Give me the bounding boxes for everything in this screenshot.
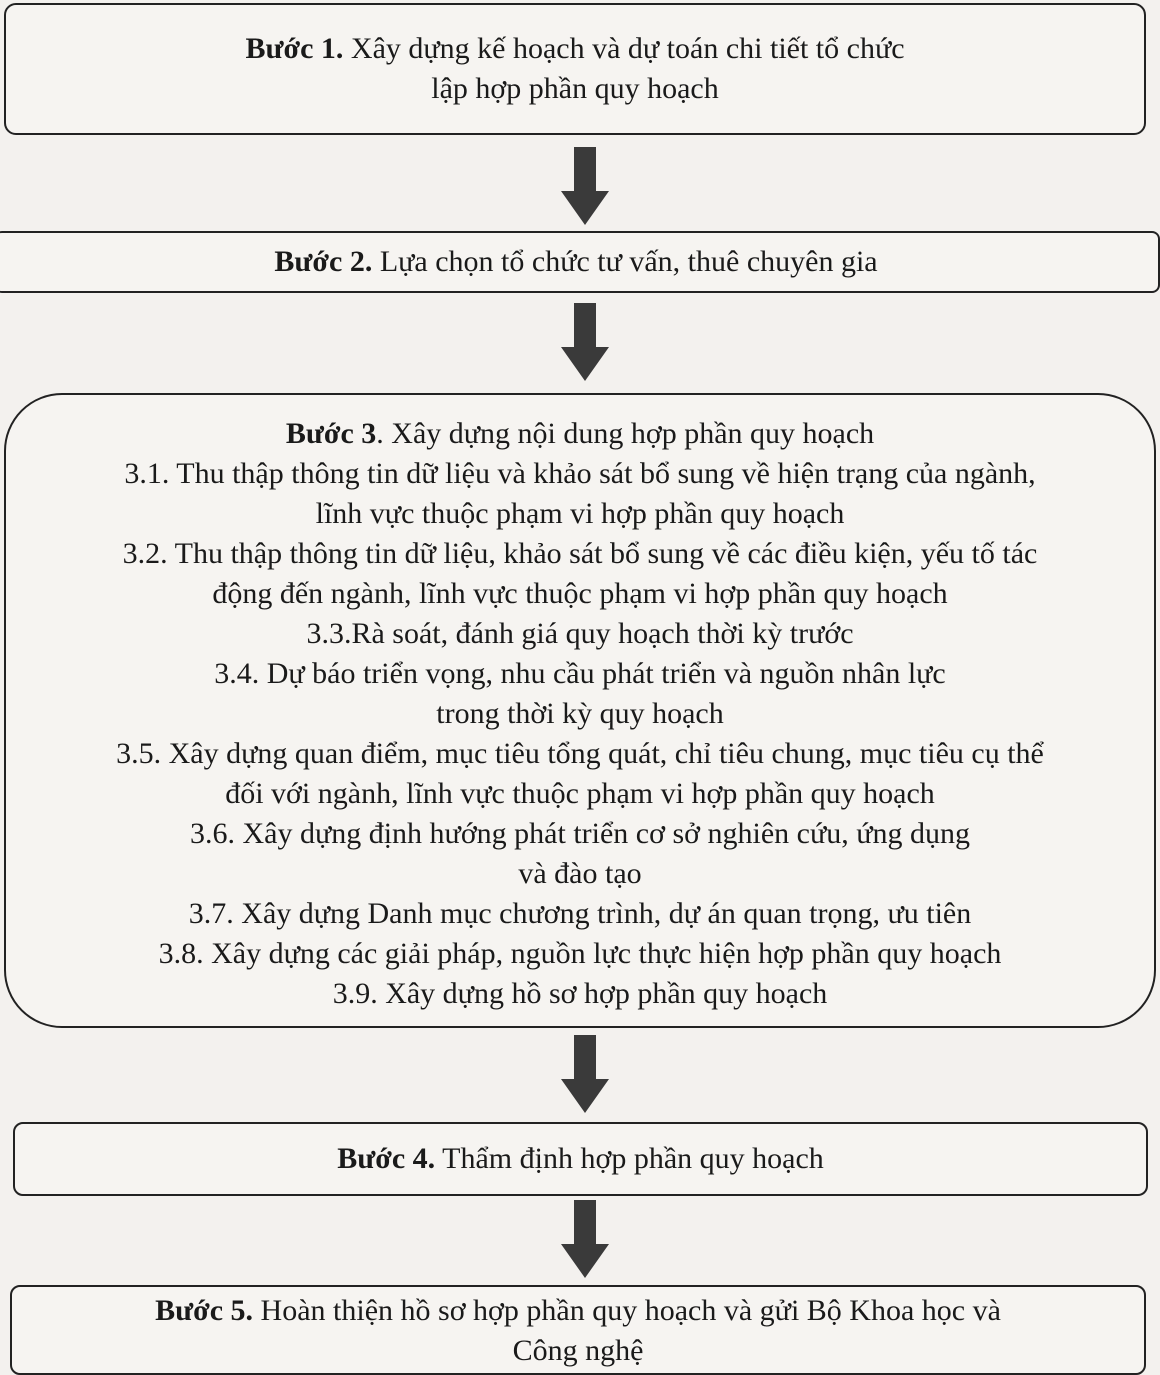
step-1-box bbox=[4, 3, 1146, 135]
step-3-item-line: đối với ngành, lĩnh vực thuộc phạm vi hợp phần quy hoạch bbox=[225, 776, 935, 810]
step-4-label: Bước 4. bbox=[337, 1142, 436, 1175]
step-3-item-line: 3.7. Xây dựng Danh mục chương trình, dự án quan trọng, ưu tiên bbox=[188, 896, 972, 930]
step-3-item-line: và đào tạo bbox=[518, 856, 642, 890]
down-arrow-icon bbox=[561, 147, 609, 225]
step-3-title-text: . Xây dựng nội dung hợp phần quy hoạch bbox=[376, 416, 875, 450]
step-2-text-1: Lựa chọn tổ chức tư vấn, thuê chuyên gia bbox=[379, 245, 878, 278]
step-3-item-line: 3.4. Dự báo triển vọng, nhu cầu phát triển và nguồn nhân lực bbox=[214, 656, 946, 690]
step-3-item-line: động đến ngành, lĩnh vực thuộc phạm vi hợp phần quy hoạch bbox=[212, 576, 948, 610]
step-1-line-1 bbox=[245, 29, 904, 69]
step-3-title bbox=[286, 414, 874, 454]
down-arrow-icon bbox=[561, 303, 609, 381]
step-2-label: Bước 2. bbox=[274, 245, 373, 278]
step-3-item-line: 3.9. Xây dựng hồ sơ hợp phần quy hoạch bbox=[332, 976, 828, 1010]
step-5-box bbox=[10, 1285, 1146, 1375]
step-4-line-1 bbox=[337, 1139, 824, 1179]
step-5-line-1 bbox=[155, 1291, 1001, 1331]
step-4-box bbox=[13, 1122, 1148, 1196]
step-3-label: Bước 3 bbox=[285, 416, 377, 450]
step-4-text-1: Thẩm định hợp phần quy hoạch bbox=[442, 1142, 824, 1175]
step-3-item-line: trong thời kỳ quy hoạch bbox=[436, 696, 724, 730]
step-3-item-line: 3.5. Xây dựng quan điểm, mục tiêu tổng quát, chỉ tiêu chung, mục tiêu cụ thể bbox=[116, 736, 1044, 770]
step-3-item-line: 3.2. Thu thập thông tin dữ liệu, khảo sát bổ sung về các điều kiện, yếu tố tác bbox=[122, 536, 1038, 570]
step-3-item-line: 3.8. Xây dựng các giải pháp, nguồn lực thực hiện hợp phần quy hoạch bbox=[158, 936, 1002, 970]
step-5-text-2: Công nghệ bbox=[512, 1334, 644, 1367]
step-1-label: Bước 1. bbox=[245, 32, 344, 65]
step-3-item-line: 3.6. Xây dựng định hướng phát triển cơ sở nghiên cứu, ứng dụng bbox=[189, 816, 971, 850]
step-5-label: Bước 5. bbox=[155, 1294, 254, 1327]
step-3-item-line: 3.3.Rà soát, đánh giá quy hoạch thời kỳ trước bbox=[306, 616, 854, 650]
step-3-item-line: lĩnh vực thuộc phạm vi hợp phần quy hoạch bbox=[315, 496, 845, 530]
step-5-text-1: Hoàn thiện hồ sơ hợp phần quy hoạch và gửi Bộ Khoa học và bbox=[260, 1294, 1001, 1327]
down-arrow-icon bbox=[561, 1035, 609, 1113]
step-2-line-1 bbox=[274, 242, 877, 282]
step-1-text-2: lập hợp phần quy hoạch bbox=[431, 72, 719, 105]
step-2-box bbox=[0, 231, 1160, 293]
down-arrow-icon bbox=[561, 1200, 609, 1278]
step-1-text-1: Xây dựng kế hoạch và dự toán chi tiết tổ chức bbox=[350, 32, 905, 65]
step-3-item-line: 3.1. Thu thập thông tin dữ liệu và khảo sát bổ sung về hiện trạng của ngành, bbox=[124, 456, 1036, 490]
step-3-box bbox=[4, 393, 1156, 1028]
